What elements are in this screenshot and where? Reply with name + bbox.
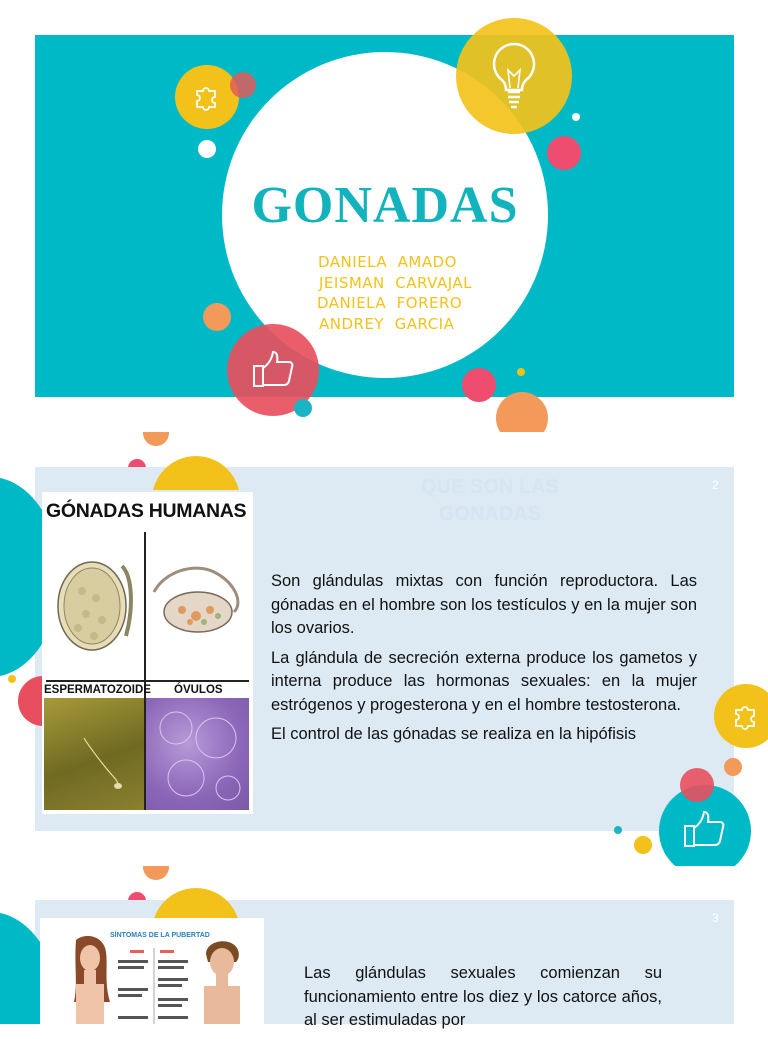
author-3: DANIELA FORERO xyxy=(317,294,463,312)
presentation-title: GONADAS xyxy=(251,177,519,234)
puzzle-icon xyxy=(730,700,762,732)
teal-dot xyxy=(614,826,622,834)
slide-body-text xyxy=(304,962,662,1039)
orange-dot xyxy=(8,675,16,683)
orange-half-circle xyxy=(496,392,548,432)
slide-body-text xyxy=(271,570,697,753)
symptom-table xyxy=(116,948,196,1024)
author-1: DANIELA AMADO xyxy=(318,253,457,271)
yellow-dot xyxy=(517,368,525,376)
slide-number: 3 xyxy=(712,911,719,925)
ova-label: ÓVULOS xyxy=(174,684,223,696)
figure-heading: GÓNADAS HUMANAS xyxy=(46,500,247,522)
puzzle-icon xyxy=(191,81,223,113)
red-dot xyxy=(230,72,256,98)
paragraph-2: La glándula de secreción externa produce los gametos y interna produce las hormonas sexuales: en la mujer estrógenos y progesterona y en el hombre testosterona. xyxy=(271,648,697,714)
teal-dot xyxy=(294,399,312,417)
ovary-illustration xyxy=(146,552,250,652)
pink-dot xyxy=(462,368,496,402)
orange-dot xyxy=(203,303,231,331)
sperm-micrograph xyxy=(44,698,144,810)
puberty-figure xyxy=(40,918,264,1024)
paragraph-1: Son glándulas mixtas con función reproductora. Las gónadas en el hombre son los testículos y en la mujer son los ovarios. xyxy=(271,572,697,637)
figure-heading: SÍNTOMAS DE LA PUBERTAD xyxy=(110,932,210,939)
white-dot xyxy=(198,140,216,158)
ova-micrograph xyxy=(146,698,249,810)
slide-gap xyxy=(600,866,768,900)
paragraph-1: Las glándulas sexuales comienzan su funcionamiento entre los diez y los catorce años, al ser estimuladas por xyxy=(304,964,662,1029)
male-figure xyxy=(198,934,248,1024)
testis-illustration xyxy=(48,536,144,664)
slide-title xyxy=(390,476,590,526)
yellow-shape xyxy=(152,456,240,490)
white-dot xyxy=(572,113,580,121)
thumbs-up-icon xyxy=(251,346,297,392)
female-figure xyxy=(66,934,116,1024)
paragraph-3: El control de las gónadas se realiza en la hipófisis xyxy=(271,725,637,743)
figure-divider-horizontal xyxy=(46,680,249,682)
author-4: ANDREY GARCIA xyxy=(319,315,455,333)
slide-title-line-2: GONADAS xyxy=(438,503,542,525)
red-dot xyxy=(680,768,714,802)
yellow-shape xyxy=(152,888,240,922)
sperm-label: ESPERMATOZOIDE xyxy=(44,684,151,696)
orange-half-circle xyxy=(143,866,169,880)
slide-title-line-1: QUE SON LAS xyxy=(421,476,559,498)
red-shape-left xyxy=(18,676,42,726)
author-2: JEISMAN CARVAJAL xyxy=(319,274,472,292)
lightbulb-icon xyxy=(488,40,540,112)
gonads-figure xyxy=(42,492,253,814)
slide-number: 2 xyxy=(712,478,719,492)
pink-dot xyxy=(547,136,581,170)
thumbs-up-icon xyxy=(682,806,728,852)
orange-half-circle xyxy=(143,432,169,446)
orange-dot xyxy=(724,758,742,776)
yellow-dot xyxy=(634,836,652,854)
